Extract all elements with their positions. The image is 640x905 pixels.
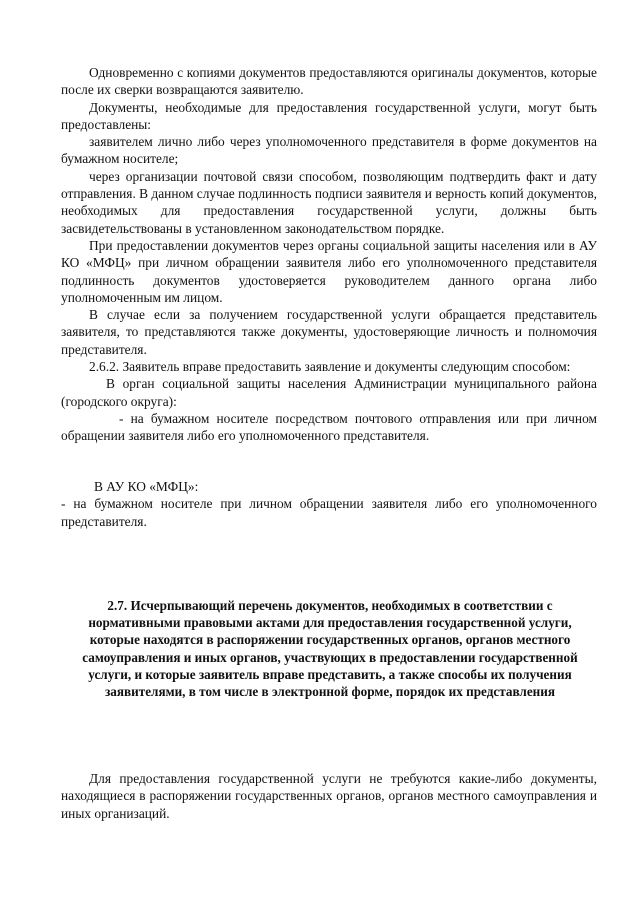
paragraph: Одновременно с копиями документов предоставляются оригиналы документов, которые после их сверки возвращаются заявителю. xyxy=(61,65,597,98)
paragraph: Документы, необходимые для предоставления государственной услуги, могут быть предоставлены: xyxy=(61,99,597,132)
paragraph-block-mfc xyxy=(61,478,597,530)
section-heading xyxy=(64,597,596,700)
paragraph: Для предоставления государственной услуги не требуются какие-либо документы, находящиеся в распоряжении государственных органов, органов местного самоуправления и иных организаций. xyxy=(61,771,597,821)
paragraph: При предоставлении документов через органы социальной защиты населения или в АУ КО «МФЦ» при личном обращении заявителя либо его уполномоченного представителя подлинность документов удостоверяется руководителем данного органа либо уполномоченным им лицом. xyxy=(61,237,597,305)
paragraph: В случае если за получением государственной услуги обращается представитель заявителя, то представляются также документы, удостоверяющие личность и полномочия представителя. xyxy=(61,307,597,357)
paragraph: - на бумажном носителе при личном обращении заявителя либо его уполномоченного представителя. xyxy=(61,496,597,529)
paragraph: В орган социальной защиты населения Администрации муниципального района (городского округа): xyxy=(61,376,597,409)
paragraph: 2.6.2. Заявитель вправе предоставить заявление и документы следующим способом: xyxy=(89,359,571,375)
section-heading-text: 2.7. Исчерпывающий перечень документов, необходимых в соответствии с нормативными правовыми актами для предоставления государственной услуги, которые находятся в распоряжении государственных органов, органов местного самоуправления и иных органов, участвующих в предоставлении государственной услуги, и которые заявитель вправе представить, а также способы их получения заявителями, в том числе в электронной форме, порядок их представления xyxy=(82,598,578,700)
paragraph-block-section-2-7 xyxy=(61,770,597,822)
paragraph-block-documents xyxy=(61,64,597,445)
paragraph: В АУ КО «МФЦ»: xyxy=(94,479,199,494)
paragraph: заявителем лично либо через уполномоченного представителя в форме документов на бумажном носителе; xyxy=(61,134,597,167)
paragraph: - на бумажном носителе посредством почтового отправления или при личном обращении заявителя либо его уполномоченного представителя. xyxy=(61,410,597,444)
paragraph: через организации почтовой связи способом, позволяющим подтвердить факт и дату отправления. В данном случае подлинность подписи заявителя и верность копий документов, необходимых для предоставления государственной услуги, должны быть засвидетельствованы в установленном законодательством порядке. xyxy=(61,168,597,236)
